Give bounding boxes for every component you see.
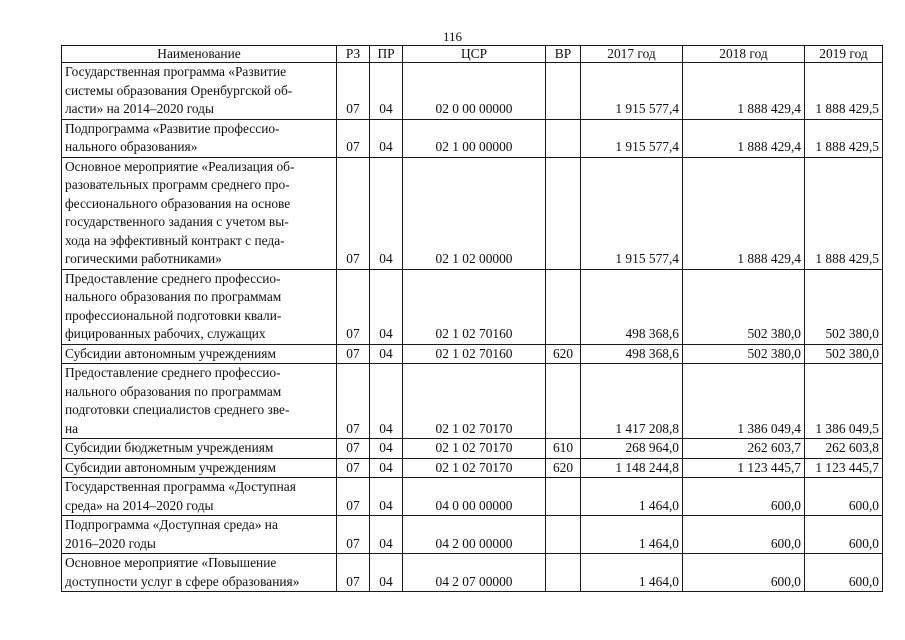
cell-rz: 07: [337, 439, 370, 459]
cell-pr: 04: [370, 364, 403, 439]
header-row: [62, 46, 883, 63]
cell-2018: 1 888 429,4: [683, 63, 805, 120]
name-line: фессионального образования на основе: [65, 195, 291, 211]
cell-vr: [546, 63, 581, 120]
cell-2019: 262 603,8: [805, 439, 883, 459]
name-line: подготовки специалистов среднего зве-: [65, 402, 290, 417]
cell-2019: 1 888 429,5: [805, 157, 883, 269]
name-line: хода на эффективный контракт с педа-: [65, 232, 285, 248]
name-line: Субсидии автономным учреждениям: [65, 459, 276, 475]
cell-vr: [546, 157, 581, 269]
name-line: Подпрограмма «Развитие профессио-: [65, 120, 280, 136]
name-line: среда» на 2014–2020 годы: [65, 497, 214, 513]
cell-rz: 07: [337, 458, 370, 478]
cell-2019: 1 386 049,5: [805, 364, 883, 439]
cell-vr: [546, 478, 581, 516]
cell-2018: 1 386 049,4: [683, 364, 805, 439]
name-line: государственного задания с учетом вы-: [65, 214, 289, 229]
cell-pr: 04: [370, 439, 403, 459]
header-2019: 2019 год: [805, 46, 883, 63]
cell-pr: 04: [370, 63, 403, 120]
name-line: Предоставление среднего профессио-: [65, 365, 281, 380]
cell-2017: 498 368,6: [581, 269, 683, 344]
name-line: доступности услуг в сфере образования»: [65, 573, 300, 589]
cell-vr: [546, 364, 581, 439]
cell-2017: 1 417 208,8: [581, 364, 683, 439]
cell-pr: 04: [370, 269, 403, 344]
name-line: нального образования по программам: [65, 289, 282, 304]
name-line: разовательных программ среднего про-: [65, 177, 290, 192]
cell-2018: 600,0: [683, 478, 805, 516]
header-rz: РЗ: [337, 46, 370, 63]
cell-name: [62, 157, 337, 269]
cell-vr: [546, 554, 581, 592]
cell-2017: 268 964,0: [581, 439, 683, 459]
cell-2019: 600,0: [805, 516, 883, 554]
cell-name: [62, 516, 337, 554]
name-line: Субсидии бюджетным учреждениям: [65, 440, 274, 455]
cell-pr: 04: [370, 119, 403, 157]
cell-name: [62, 364, 337, 439]
cell-name: [62, 269, 337, 344]
cell-csr: 04 0 00 00000: [403, 478, 546, 516]
cell-csr: 02 1 02 70170: [403, 458, 546, 478]
cell-2018: 600,0: [683, 516, 805, 554]
name-line: Государственная программа «Развитие: [65, 64, 287, 79]
cell-csr: 02 1 02 70170: [403, 439, 546, 459]
cell-csr: 02 1 02 70170: [403, 364, 546, 439]
cell-2017: 1 464,0: [581, 554, 683, 592]
cell-rz: 07: [337, 269, 370, 344]
cell-pr: 04: [370, 478, 403, 516]
name-line: Подпрограмма «Доступная среда» на: [65, 517, 278, 532]
table-row: [62, 439, 883, 459]
header-2017: 2017 год: [581, 46, 683, 63]
cell-2017: 498 368,6: [581, 344, 683, 364]
cell-name: [62, 63, 337, 120]
header-2018: 2018 год: [683, 46, 805, 63]
cell-2017: 1 464,0: [581, 478, 683, 516]
cell-pr: 04: [370, 157, 403, 269]
name-line: гогическими работниками»: [65, 251, 222, 266]
cell-csr: 02 0 00 00000: [403, 63, 546, 120]
name-line: Основное мероприятие «Повышение: [65, 555, 277, 570]
budget-table: [61, 45, 883, 592]
header-vr: ВР: [546, 46, 581, 63]
name-line: профессиональной подготовки квали-: [65, 307, 282, 323]
cell-vr: 620: [546, 458, 581, 478]
table-row: [62, 63, 883, 120]
cell-rz: 07: [337, 119, 370, 157]
cell-rz: 07: [337, 63, 370, 120]
name-line: системы образования Оренбургской об-: [65, 82, 293, 98]
cell-name: [62, 554, 337, 592]
cell-2019: 1 888 429,5: [805, 119, 883, 157]
cell-name: [62, 344, 337, 364]
cell-2018: 1 888 429,4: [683, 157, 805, 269]
name-line: Государственная программа «Доступная: [65, 479, 296, 494]
cell-csr: 02 1 00 00000: [403, 119, 546, 157]
cell-pr: 04: [370, 554, 403, 592]
name-line: на: [65, 420, 79, 436]
cell-2017: 1 915 577,4: [581, 119, 683, 157]
cell-2018: 600,0: [683, 554, 805, 592]
name-line: нального образования»: [65, 139, 198, 154]
name-line: ласти» на 2014–2020 годы: [65, 101, 214, 116]
table-row: [62, 554, 883, 592]
cell-name: [62, 439, 337, 459]
name-line: Субсидии автономным учреждениям: [65, 345, 276, 361]
cell-name: [62, 458, 337, 478]
cell-csr: 02 1 02 00000: [403, 157, 546, 269]
cell-2019: 600,0: [805, 554, 883, 592]
cell-vr: 620: [546, 344, 581, 364]
header-name: Наименование: [62, 46, 337, 63]
cell-2017: 1 148 244,8: [581, 458, 683, 478]
cell-2017: 1 915 577,4: [581, 63, 683, 120]
cell-vr: [546, 269, 581, 344]
table-row: [62, 344, 883, 364]
name-line: Основное мероприятие «Реализация об-: [65, 158, 295, 174]
cell-csr: 02 1 02 70160: [403, 269, 546, 344]
cell-vr: 610: [546, 439, 581, 459]
cell-2018: 502 380,0: [683, 269, 805, 344]
cell-2018: 1 123 445,7: [683, 458, 805, 478]
table-body: [62, 63, 883, 592]
table-row: [62, 119, 883, 157]
cell-rz: 07: [337, 344, 370, 364]
cell-vr: [546, 119, 581, 157]
cell-csr: 04 2 00 00000: [403, 516, 546, 554]
header-pr: ПР: [370, 46, 403, 63]
cell-2018: 1 888 429,4: [683, 119, 805, 157]
cell-rz: 07: [337, 478, 370, 516]
cell-pr: 04: [370, 458, 403, 478]
name-line: нального образования по программам: [65, 383, 282, 399]
cell-rz: 07: [337, 364, 370, 439]
cell-2019: 1 123 445,7: [805, 458, 883, 478]
name-line: Предоставление среднего профессио-: [65, 270, 281, 286]
table-row: [62, 478, 883, 516]
cell-pr: 04: [370, 516, 403, 554]
cell-2017: 1 464,0: [581, 516, 683, 554]
table-row: [62, 364, 883, 439]
table-row: [62, 516, 883, 554]
cell-rz: 07: [337, 157, 370, 269]
cell-vr: [546, 516, 581, 554]
cell-2018: 262 603,7: [683, 439, 805, 459]
cell-name: [62, 478, 337, 516]
table-header: [62, 46, 883, 63]
cell-2018: 502 380,0: [683, 344, 805, 364]
cell-rz: 07: [337, 516, 370, 554]
name-line: фицированных рабочих, служащих: [65, 326, 266, 341]
cell-csr: 02 1 02 70160: [403, 344, 546, 364]
cell-2019: 600,0: [805, 478, 883, 516]
page-number: 116: [442, 29, 463, 44]
cell-csr: 04 2 07 00000: [403, 554, 546, 592]
cell-2017: 1 915 577,4: [581, 157, 683, 269]
cell-2019: 502 380,0: [805, 269, 883, 344]
table-row: [62, 458, 883, 478]
table-row: [62, 157, 883, 269]
table-row: [62, 269, 883, 344]
cell-rz: 07: [337, 554, 370, 592]
name-line: 2016–2020 годы: [65, 535, 156, 551]
cell-name: [62, 119, 337, 157]
header-csr: ЦСР: [403, 46, 546, 63]
cell-2019: 1 888 429,5: [805, 63, 883, 120]
cell-2019: 502 380,0: [805, 344, 883, 364]
cell-pr: 04: [370, 344, 403, 364]
